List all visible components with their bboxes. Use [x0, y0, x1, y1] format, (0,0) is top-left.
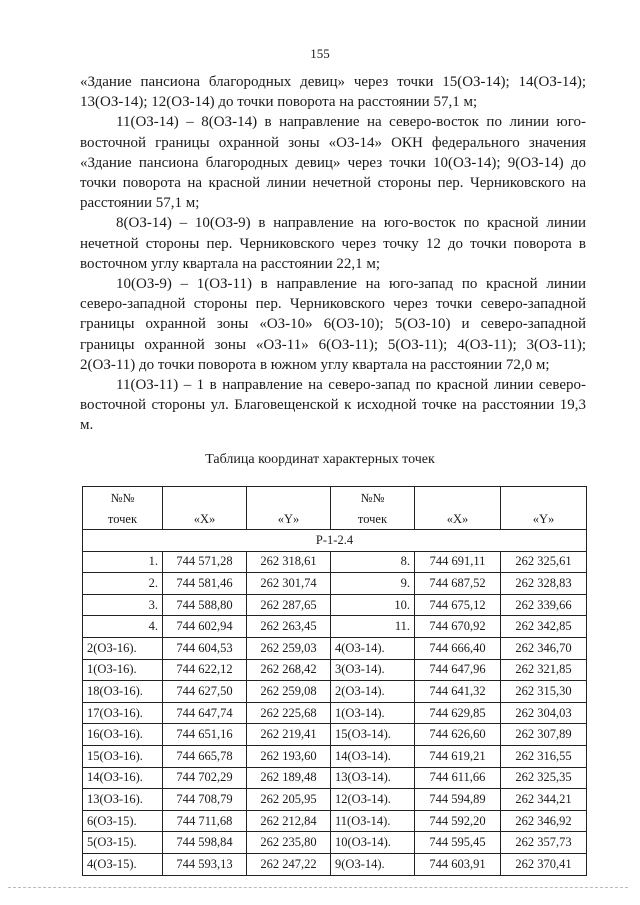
- table-row: [83, 573, 587, 595]
- cell-x-right: 744 594,89: [415, 789, 501, 811]
- cell-x-right: 744 611,66: [415, 767, 501, 789]
- table-row: [83, 832, 587, 854]
- cell-y-right: 262 315,30: [501, 681, 587, 703]
- table-header-row: [83, 487, 587, 530]
- cell-point-left: 1(ОЗ-16).: [83, 659, 163, 681]
- cell-x-left: 744 647,74: [163, 702, 247, 724]
- cell-y-left: 262 301,74: [247, 573, 331, 595]
- cell-y-right: 262 325,35: [501, 767, 587, 789]
- cell-point-left: 6(ОЗ-15).: [83, 810, 163, 832]
- cell-x-right: 744 626,60: [415, 724, 501, 746]
- cell-y-left: 262 193,60: [247, 745, 331, 767]
- section-label: Р-1-2.4: [83, 530, 587, 552]
- cell-point-right: 9.: [331, 573, 415, 595]
- cell-y-right: 262 342,85: [501, 616, 587, 638]
- cell-x-left: 744 571,28: [163, 551, 247, 573]
- cell-x-right: 744 595,45: [415, 832, 501, 854]
- table-row: [83, 616, 587, 638]
- cell-point-left: 1.: [83, 551, 163, 573]
- cell-y-right: 262 316,55: [501, 745, 587, 767]
- page-number: 155: [310, 46, 330, 61]
- cell-y-left: 262 259,08: [247, 681, 331, 703]
- cell-y-right: 262 346,70: [501, 637, 587, 659]
- cell-point-right: 11.: [331, 616, 415, 638]
- cell-x-left: 744 598,84: [163, 832, 247, 854]
- cell-point-left: 14(ОЗ-16).: [83, 767, 163, 789]
- cell-point-left: 2(ОЗ-16).: [83, 637, 163, 659]
- cell-x-left: 744 588,80: [163, 594, 247, 616]
- cell-y-left: 262 225,68: [247, 702, 331, 724]
- cell-x-left: 744 627,50: [163, 681, 247, 703]
- cell-x-right: 744 666,40: [415, 637, 501, 659]
- cell-x-left: 744 651,16: [163, 724, 247, 746]
- cell-x-right: 744 619,21: [415, 745, 501, 767]
- cell-x-right: 744 603,91: [415, 853, 501, 875]
- header-points-label: точек: [357, 512, 388, 526]
- cell-y-left: 262 263,45: [247, 616, 331, 638]
- cell-y-left: 262 318,61: [247, 551, 331, 573]
- cell-x-left: 744 622,12: [163, 659, 247, 681]
- table-row: [83, 594, 587, 616]
- cell-x-left: 744 708,79: [163, 789, 247, 811]
- cell-y-right: 262 370,41: [501, 853, 587, 875]
- cell-x-left: 744 593,13: [163, 853, 247, 875]
- cell-y-left: 262 189,48: [247, 767, 331, 789]
- cell-y-right: 262 346,92: [501, 810, 587, 832]
- scan-artifact-line: [8, 887, 628, 889]
- paragraph: 11(ОЗ-14) – 8(ОЗ-14) в направление на северо-восток по линии юго-восточной границы охранной зоны «ОЗ-14» ОКН федерального значения «Здание пансиона благородных девиц» через точки 10(ОЗ-14); 9(ОЗ-14) до точки поворота на красной линии нечетной стороны пер. Черниковского на расстоянии 57,1 м;: [80, 114, 586, 212]
- cell-x-right: 744 687,52: [415, 573, 501, 595]
- cell-x-right: 744 647,96: [415, 659, 501, 681]
- cell-x-left: 744 602,94: [163, 616, 247, 638]
- cell-point-left: 13(ОЗ-16).: [83, 789, 163, 811]
- cell-x-right: 744 670,92: [415, 616, 501, 638]
- body-text: [80, 72, 586, 436]
- paragraph: 11(ОЗ-11) – 1 в направление на северо-запад по красной линии северо-восточной стороны ул. Благовещенской к исходной точке на расстоянии 19,3 м.: [80, 377, 586, 434]
- table-row: [83, 810, 587, 832]
- cell-point-right: 14(ОЗ-14).: [331, 745, 415, 767]
- cell-y-right: 262 321,85: [501, 659, 587, 681]
- cell-y-right: 262 307,89: [501, 724, 587, 746]
- cell-point-right: 15(ОЗ-14).: [331, 724, 415, 746]
- paragraph: «Здание пансиона благородных девиц» через точки 15(ОЗ-14); 14(ОЗ-14); 13(ОЗ-14); 12(ОЗ-14) до точки поворота на расстоянии 57,1 м;: [80, 74, 586, 111]
- cell-y-left: 262 235,80: [247, 832, 331, 854]
- table-row: [83, 702, 587, 724]
- cell-point-left: 17(ОЗ-16).: [83, 702, 163, 724]
- table-row: [83, 681, 587, 703]
- cell-y-left: 262 247,22: [247, 853, 331, 875]
- cell-point-right: 12(ОЗ-14).: [331, 789, 415, 811]
- cell-y-left: 262 268,42: [247, 659, 331, 681]
- cell-point-left: 2.: [83, 573, 163, 595]
- header-x: «Х»: [415, 487, 501, 530]
- cell-point-right: 1(ОЗ-14).: [331, 702, 415, 724]
- cell-y-right: 262 357,73: [501, 832, 587, 854]
- coordinates-table: [82, 486, 587, 876]
- cell-x-left: 744 665,78: [163, 745, 247, 767]
- cell-point-right: 4(ОЗ-14).: [331, 637, 415, 659]
- cell-point-left: 4(ОЗ-15).: [83, 853, 163, 875]
- table-row: [83, 659, 587, 681]
- cell-y-right: 262 328,83: [501, 573, 587, 595]
- paragraph: 8(ОЗ-14) – 10(ОЗ-9) в направление на юго-восток по красной линии нечетной стороны пер. Черниковского через точку 12 до точки поворота в восточном углу квартала на расстоянии 22,1 м;: [80, 215, 586, 272]
- table-row: [83, 853, 587, 875]
- header-x: «Х»: [163, 487, 247, 530]
- cell-y-right: 262 325,61: [501, 551, 587, 573]
- cell-x-left: 744 702,29: [163, 767, 247, 789]
- cell-y-right: 262 339,66: [501, 594, 587, 616]
- cell-point-left: 3.: [83, 594, 163, 616]
- cell-point-left: 4.: [83, 616, 163, 638]
- cell-y-left: 262 259,03: [247, 637, 331, 659]
- cell-point-right: 9(ОЗ-14).: [331, 853, 415, 875]
- cell-point-left: 16(ОЗ-16).: [83, 724, 163, 746]
- cell-point-right: 11(ОЗ-14).: [331, 810, 415, 832]
- header-point-number: [83, 487, 163, 530]
- cell-y-right: 262 304,03: [501, 702, 587, 724]
- header-y: «Y»: [247, 487, 331, 530]
- table-row: [83, 551, 587, 573]
- cell-x-right: 744 691,11: [415, 551, 501, 573]
- cell-y-left: 262 205,95: [247, 789, 331, 811]
- cell-x-left: 744 581,46: [163, 573, 247, 595]
- header-y: «Y»: [501, 487, 587, 530]
- cell-x-left: 744 604,53: [163, 637, 247, 659]
- cell-point-right: 8.: [331, 551, 415, 573]
- cell-point-right: 13(ОЗ-14).: [331, 767, 415, 789]
- header-no-symbol: №№: [110, 491, 135, 505]
- cell-x-right: 744 592,20: [415, 810, 501, 832]
- cell-point-right: 3(ОЗ-14).: [331, 659, 415, 681]
- table-row: [83, 767, 587, 789]
- cell-x-right: 744 629,85: [415, 702, 501, 724]
- paragraph: 10(ОЗ-9) – 1(ОЗ-11) в направление на юго-запад по красной линии северо-западной стороны пер. Черниковского через точки северо-западной границы охранной зоны «ОЗ-10» 6(ОЗ-10); 5(ОЗ-10) и северо-западной границы охранной зоны «ОЗ-11» 6(ОЗ-11); 5(ОЗ-11); 4(ОЗ-11); 3(ОЗ-11); 2(ОЗ-11) до точки поворота в южном углу квартала на расстоянии 72,0 м;: [80, 276, 586, 373]
- cell-point-left: 15(ОЗ-16).: [83, 745, 163, 767]
- cell-point-left: 5(ОЗ-15).: [83, 832, 163, 854]
- header-point-number: [331, 487, 415, 530]
- cell-y-left: 262 212,84: [247, 810, 331, 832]
- cell-point-left: 18(ОЗ-16).: [83, 681, 163, 703]
- cell-point-right: 10(ОЗ-14).: [331, 832, 415, 854]
- header-points-label: точек: [107, 512, 138, 526]
- cell-point-right: 2(ОЗ-14).: [331, 681, 415, 703]
- cell-x-right: 744 675,12: [415, 594, 501, 616]
- header-no-symbol: №№: [360, 491, 385, 505]
- cell-x-left: 744 711,68: [163, 810, 247, 832]
- cell-x-right: 744 641,32: [415, 681, 501, 703]
- cell-y-right: 262 344,21: [501, 789, 587, 811]
- section-row: [83, 530, 587, 552]
- cell-y-left: 262 219,41: [247, 724, 331, 746]
- table-row: [83, 789, 587, 811]
- table-row: [83, 724, 587, 746]
- table-row: [83, 745, 587, 767]
- table-caption: Таблица координат характерных точек: [205, 452, 435, 467]
- table-row: [83, 637, 587, 659]
- cell-y-left: 262 287,65: [247, 594, 331, 616]
- cell-point-right: 10.: [331, 594, 415, 616]
